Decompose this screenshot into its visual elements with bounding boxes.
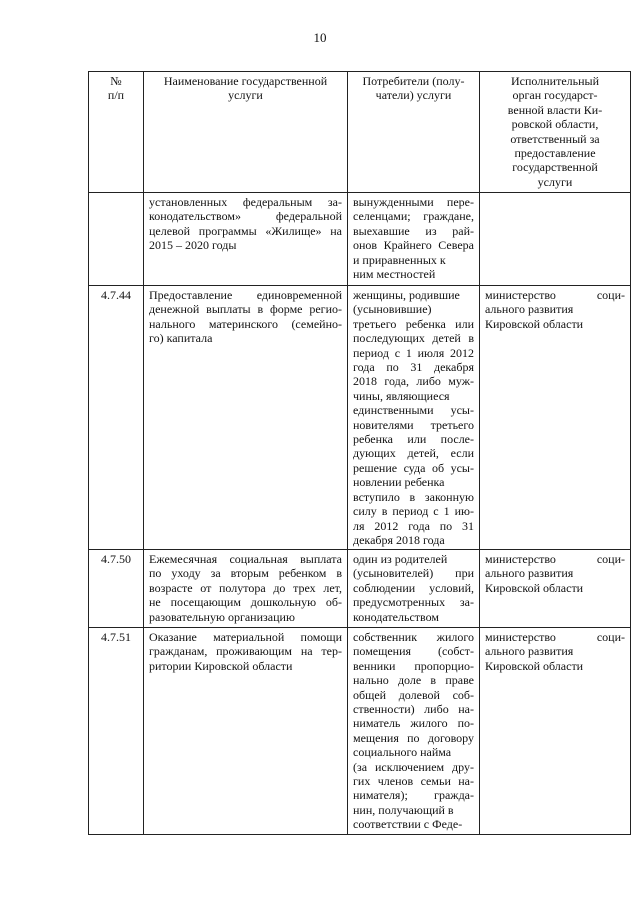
text-line: Кировской области <box>485 658 584 673</box>
text-line: Наименование государственной <box>163 74 328 88</box>
text-line: период с 1 июля 2012 <box>353 345 474 360</box>
text-line: социального найма <box>353 745 452 760</box>
text-line: общей долевой соб- <box>353 687 474 702</box>
text-line: дующих детей, если <box>353 446 474 461</box>
text-line: № <box>110 74 122 88</box>
text-line: выехавшие из рай- <box>353 223 474 238</box>
text-line: ребенка или после- <box>353 432 474 447</box>
text-line: 2015 – 2020 годы <box>149 238 237 253</box>
text-line: предоставление <box>514 146 596 161</box>
text-line: п/п <box>107 88 125 103</box>
text-line: единственными усы- <box>353 403 474 418</box>
text-line: новлении ребенка <box>353 475 445 490</box>
authority <box>480 550 631 628</box>
table-row <box>89 628 631 835</box>
text-line: и приравненных к <box>353 252 446 267</box>
text-line: силу в период с 1 ию- <box>353 504 474 519</box>
text-line: чатели) услуги <box>375 88 452 103</box>
text-line: нального материнского (семейно- <box>149 316 342 331</box>
text-line: соответствии с Феде- <box>353 817 463 832</box>
text-line: услуги <box>228 88 263 103</box>
text-line: ним местностей <box>353 267 436 282</box>
text-line: венной власти Ки- <box>507 102 603 117</box>
service-name <box>144 286 348 550</box>
table-row <box>89 550 631 628</box>
service-name <box>144 193 348 286</box>
header-recipients <box>348 72 480 193</box>
text-line: нимателя); гражда- <box>353 788 474 803</box>
text-line: ответственный за <box>510 131 600 146</box>
text-line: ритории Кировской области <box>149 658 293 673</box>
text-line: гражданам, проживающим на тер- <box>149 644 342 659</box>
text-line: Ежемесячная социальная выплата <box>149 552 342 566</box>
text-line: Потребители (полу- <box>362 74 465 88</box>
page-number: 10 <box>313 30 327 45</box>
text-line: не посещающим дошкольную об- <box>149 595 342 610</box>
text-line: ального развития <box>485 566 574 581</box>
text-line: нин, получающий в <box>353 802 454 817</box>
text-line: целевой программы «Жилище» на <box>149 223 342 238</box>
text-line: ниматель жилого по- <box>353 716 474 731</box>
text-line: мещения по договору <box>353 730 474 745</box>
text-line: (усыновителей) при <box>353 566 474 581</box>
text-line: предусмотренных за- <box>353 595 474 610</box>
text-line: венники пропорцио- <box>353 658 474 673</box>
text-line: по уходу за вторым ребенком в <box>149 566 342 581</box>
text-line: ровской области, <box>511 117 599 132</box>
header-authority <box>480 72 631 193</box>
row-number: 4.7.44 <box>89 286 144 550</box>
text-line: возрасте от полутора до трех лет, <box>149 580 342 595</box>
text-line: министерство соци- <box>485 552 625 566</box>
table-row <box>89 286 631 550</box>
text-line: разовательную организацию <box>149 609 295 624</box>
table-row <box>89 193 631 286</box>
recipients <box>348 628 480 835</box>
text-line: последующих детей в <box>353 331 474 346</box>
service-name <box>144 628 348 835</box>
recipients <box>348 193 480 286</box>
text-line: (усыновившие) <box>353 302 432 317</box>
text-line: денежной выплаты в форме регио- <box>149 302 342 317</box>
text-line: гих членов семьи на- <box>353 774 474 789</box>
text-line: орган государст- <box>512 88 598 103</box>
authority <box>480 193 631 286</box>
text-line: (за исключением дру- <box>353 759 474 774</box>
text-line: помещения (собст- <box>353 644 474 659</box>
text-line: вынужденными пере- <box>353 195 474 209</box>
text-line: ального развития <box>485 302 574 317</box>
table-header-row <box>89 72 631 193</box>
text-line: новителями третьего <box>353 417 474 432</box>
text-line: декабря 2018 года <box>353 532 445 547</box>
text-line: Кировской области <box>485 580 584 595</box>
text-line: третьего ребенка или <box>353 316 474 331</box>
text-line: Кировской области <box>485 316 584 331</box>
services-table <box>88 71 631 835</box>
text-line: решение суда об усы- <box>353 460 474 475</box>
text-line: года по 31 декабря <box>353 360 474 375</box>
text-line: конодательством» федеральной <box>149 209 342 224</box>
text-line: ственности) либо на- <box>353 702 474 717</box>
recipients <box>348 550 480 628</box>
row-number <box>89 193 144 286</box>
text-line: вступило в законную <box>353 489 474 504</box>
recipients <box>348 286 480 550</box>
text-line: Оказание материальной помощи <box>149 630 342 644</box>
text-line: го) капитала <box>149 331 213 346</box>
header-service-name <box>144 72 348 193</box>
text-line: чины, являющиеся <box>353 388 450 403</box>
text-line: министерство соци- <box>485 630 625 644</box>
text-line: нально доле в праве <box>353 673 474 688</box>
text-line: один из родителей <box>353 552 448 566</box>
authority <box>480 286 631 550</box>
text-line: Предоставление единовременной <box>149 288 342 302</box>
text-line: женщины, родившие <box>353 288 460 302</box>
text-line: государственной <box>512 160 598 175</box>
text-line: установленных федеральным за- <box>149 195 342 209</box>
text-line: конодательством <box>353 609 439 624</box>
text-line: селенцами; граждане, <box>353 209 474 224</box>
text-line: 2018 года, либо муж- <box>353 374 474 389</box>
text-line: собственник жилого <box>353 630 474 644</box>
text-line: соблюдении условий, <box>353 580 474 595</box>
text-line: услуги <box>537 174 573 189</box>
header-number <box>89 72 144 193</box>
text-line: ля 2012 года по 31 <box>353 518 474 533</box>
text-line: министерство соци- <box>485 288 625 302</box>
text-line: онов Крайнего Севера <box>353 238 474 253</box>
authority <box>480 628 631 835</box>
service-name <box>144 550 348 628</box>
row-number: 4.7.51 <box>89 628 144 835</box>
row-number: 4.7.50 <box>89 550 144 628</box>
text-line: ального развития <box>485 644 574 659</box>
text-line: Исполнительный <box>510 74 600 88</box>
